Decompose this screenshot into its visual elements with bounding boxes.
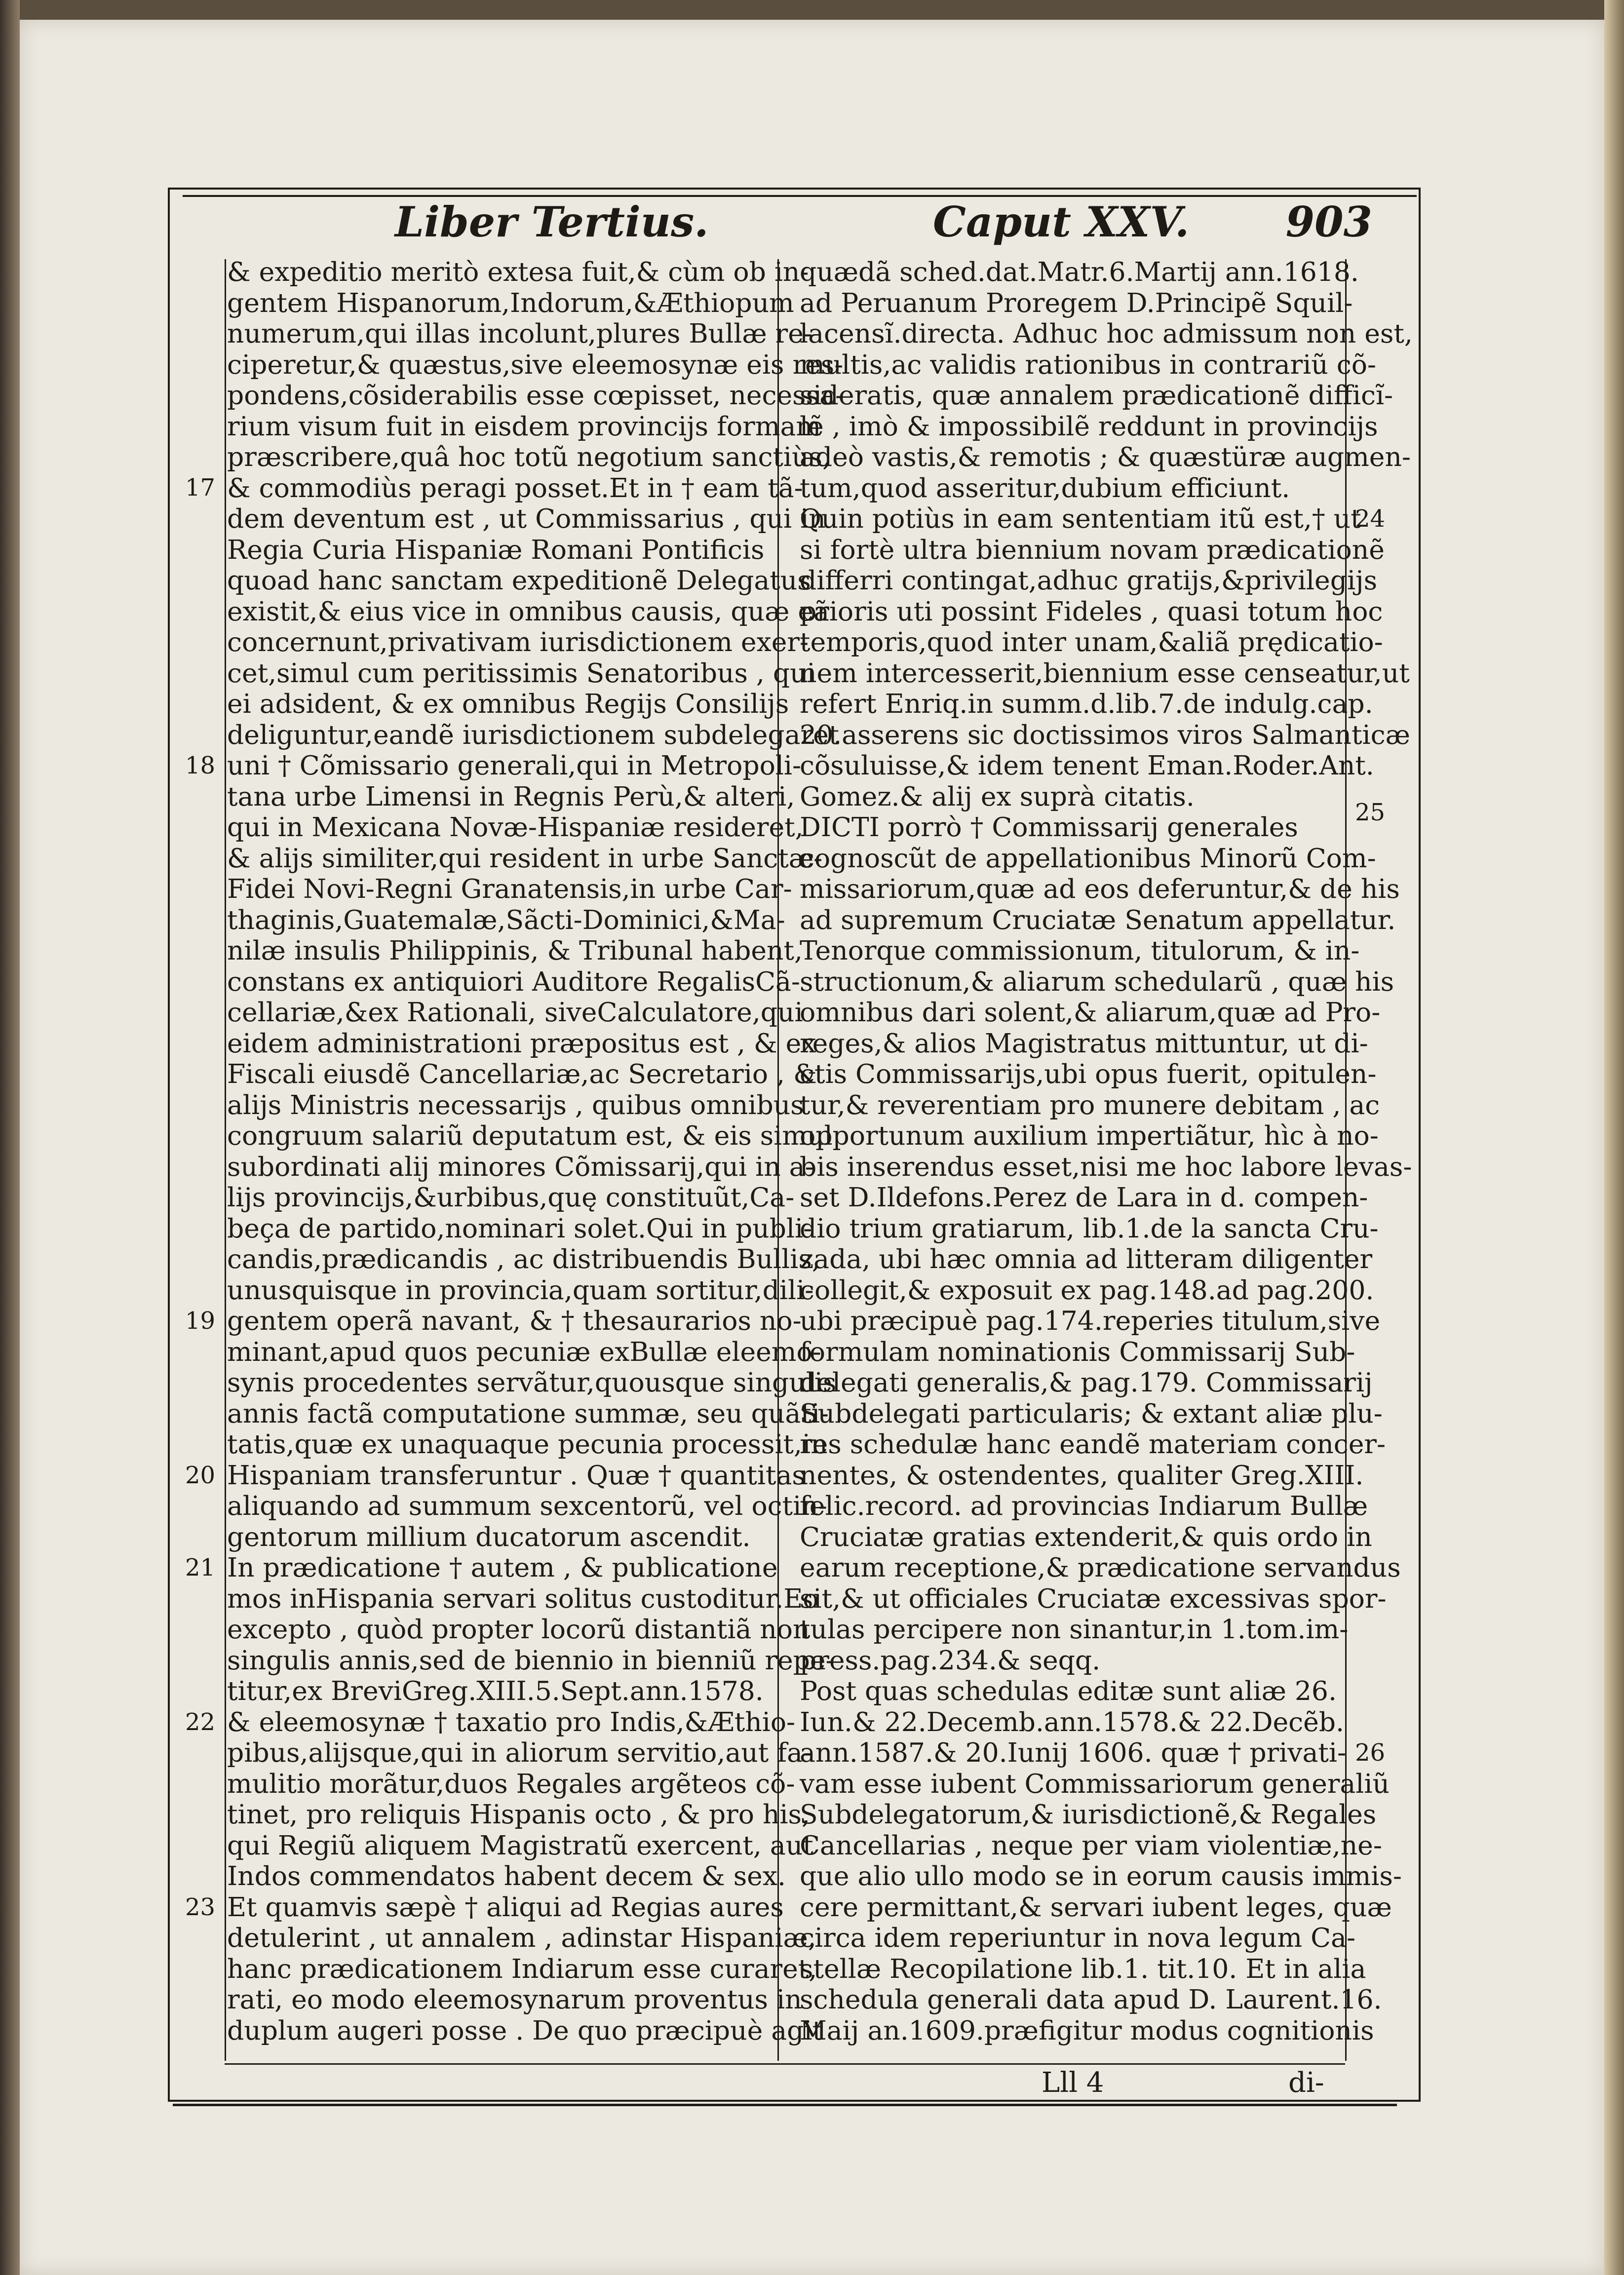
text-line: circa idem reperiuntur in nova legum Ca- bbox=[800, 1922, 1356, 1953]
text-line: nem intercesserit,biennium esse censeatur,ut bbox=[800, 657, 1410, 689]
text-line: titur,ex BreviGreg.XIII.5.Sept.ann.1578. bbox=[227, 1675, 764, 1706]
text-line: gentem Hispanorum,Indorum,&Æthiopum bbox=[227, 287, 794, 318]
text-line: beça de partido,nominari solet.Qui in publi- bbox=[227, 1212, 812, 1244]
text-line: ciperetur,& quæstus,sive eleemosynæ eis res- bbox=[227, 348, 844, 380]
text-line: temporis,quod inter unam,&aliã prędicatio- bbox=[800, 626, 1383, 657]
text-line: ubi præcipuè pag.174.reperies titulum,sive bbox=[800, 1305, 1381, 1336]
text-line: Fiscali eiusdẽ Cancellariæ,ac Secretario , & bbox=[227, 1058, 817, 1089]
text-line: nentes, & ostendentes, qualiter Greg.XIII. bbox=[800, 1459, 1364, 1491]
text-line: mulitio morãtur,duos Regales argẽteos cõ- bbox=[227, 1768, 795, 1799]
margin-number: 26 bbox=[1355, 1739, 1386, 1767]
text-line: cõsuluisse,& idem tenent Eman.Roder.Ant. bbox=[800, 750, 1374, 781]
text-line: synis procedentes servãtur,quousque singulis bbox=[227, 1367, 837, 1398]
left-column bbox=[227, 256, 845, 2068]
text-line: DICTI porrò † Commissarij generales bbox=[800, 811, 1298, 843]
text-line: Iun.& 22.Decemb.ann.1578.& 22.Decẽb. bbox=[800, 1706, 1345, 1737]
text-line: Fidei Novi-Regni Granatensis,in urbe Car- bbox=[227, 873, 792, 904]
text-line: congruum salariũ deputatum est, & eis simul bbox=[227, 1120, 833, 1151]
text-line: adeò vastis,& remotis ; & quæstüræ augmen- bbox=[800, 441, 1411, 472]
text-line: & eleemosynæ † taxatio pro Indis,&Æthio- bbox=[227, 1706, 796, 1737]
text-line: opportunum auxilium impertiãtur, hìc à no- bbox=[800, 1120, 1379, 1151]
text-line: rium visum fuit in eisdem provincijs formam bbox=[227, 410, 821, 442]
text-line: Et quamvis sæpè † aliqui ad Regias aures bbox=[227, 1891, 784, 1923]
text-line: ctis Commissarijs,ubi opus fuerit, opitulen- bbox=[800, 1058, 1377, 1089]
text-line: tinet, pro reliquis Hispanis octo , & pro his, bbox=[227, 1799, 810, 1830]
text-line: tur,& reverentiam pro munere debitam , ac bbox=[800, 1089, 1380, 1120]
text-line: Tenorque commissionum, titulorum, & in- bbox=[800, 935, 1360, 966]
text-line: concernunt,privativam iurisdictionem exer- bbox=[227, 626, 809, 657]
text-line: lẽ , imò & impossibilẽ reddunt in provincijs bbox=[800, 410, 1378, 442]
text-line: res schedulæ hanc eandẽ materiam concer- bbox=[800, 1428, 1386, 1460]
text-line: tum,quod asseritur,dubium efficiunt. bbox=[800, 472, 1290, 503]
text-line: excepto , quòd propter locorũ distantiã non bbox=[227, 1614, 810, 1645]
text-line: deliguntur,eandẽ iurisdictionem subdelegaret bbox=[227, 719, 840, 750]
text-line: lijs provincijs,&urbibus,quę constituũt,Ca- bbox=[227, 1182, 795, 1213]
text-line: Maij an.1609.præfigitur modus cognitionis bbox=[800, 2014, 1374, 2046]
text-line: ann.1587.& 20.Iunij 1606. quæ † privati- bbox=[800, 1737, 1347, 1768]
text-line: cellariæ,&ex Rationali, siveCalculatore,qui bbox=[227, 997, 803, 1028]
text-line: si fortè ultra biennium novam prædicationẽ bbox=[800, 534, 1385, 565]
text-line: constans ex antiquiori Auditore RegalisCã- bbox=[227, 965, 800, 997]
chapter-title: Caput XXV. bbox=[933, 197, 1190, 246]
text-line: annis factã computatione summæ, seu quãti- bbox=[227, 1397, 829, 1429]
text-line: Hispaniam transferuntur . Quæ † quantitas bbox=[227, 1459, 806, 1491]
margin-number: 24 bbox=[1355, 505, 1386, 533]
text-line: qui Regiũ aliquem Magistratũ exercent, aut bbox=[227, 1829, 813, 1861]
margin-number: 17 bbox=[185, 474, 216, 501]
text-line: tatis,quæ ex unaquaque pecunia processit,in bbox=[227, 1428, 828, 1460]
text-line: tana urbe Limensi in Regnis Perù,& alteri, bbox=[227, 780, 795, 812]
margin-number: 19 bbox=[185, 1307, 216, 1335]
text-line: Subdelegati particularis; & extant aliæ plu- bbox=[800, 1397, 1383, 1429]
text-line: tulas percipere non sinantur,in 1.tom.im- bbox=[800, 1614, 1349, 1645]
text-line: gentorum millium ducatorum ascendit. bbox=[227, 1521, 751, 1552]
text-line: eidem administrationi præpositus est , & ex bbox=[227, 1027, 816, 1059]
text-line: vam esse iubent Commissariorum generaliũ bbox=[800, 1768, 1390, 1799]
text-line: Cruciatæ gratias extenderit,& quis ordo in bbox=[800, 1521, 1372, 1552]
text-line: delegati generalis,& pag.179. Commissarij bbox=[800, 1367, 1373, 1398]
text-line: earum receptione,& prædicatione servandus bbox=[800, 1552, 1401, 1583]
text-line: detulerint , ut annalem , adinstar Hispaniæ, bbox=[227, 1922, 816, 1953]
text-line: Subdelegatorum,& iurisdictionẽ,& Regales bbox=[800, 1799, 1377, 1830]
text-line: dem deventum est , ut Commissarius , qui in bbox=[227, 503, 826, 534]
text-line: refert Enriq.in summ.d.lib.7.de indulg.cap. bbox=[800, 688, 1373, 719]
text-line: Regia Curia Hispaniæ Romani Pontificis bbox=[227, 534, 765, 565]
text-line: cere permittant,& servari iubent leges, quæ bbox=[800, 1891, 1392, 1923]
text-line: prioris uti possint Fideles , quasi totum hoc bbox=[800, 595, 1383, 627]
text-line: differri contingat,adhuc gratijs,&privilegijs bbox=[800, 565, 1378, 596]
text-line: felic.record. ad provincias Indiarum Bullæ bbox=[800, 1490, 1368, 1521]
text-line: uni † Cõmissario generali,qui in Metropoli- bbox=[227, 750, 802, 781]
text-line: duplum augeri posse . De quo præcipuè agit bbox=[227, 2014, 823, 2046]
text-line: zada, ubi hæc omnia ad litteram diligenter bbox=[800, 1243, 1373, 1274]
signature-mark: Lll 4 bbox=[1042, 2067, 1104, 2099]
text-line: schedula generali data apud D. Laurent.16. bbox=[800, 1984, 1382, 2015]
margin-number: 23 bbox=[185, 1893, 216, 1921]
margin-number: 25 bbox=[1355, 799, 1386, 826]
text-line: press.pag.234.& seqq. bbox=[800, 1644, 1101, 1676]
page-edge bbox=[1604, 0, 1624, 2275]
text-line: bis inserendus esset,nisi me hoc labore levas- bbox=[800, 1151, 1412, 1182]
text-line: cet,simul cum peritissimis Senatoribus , qui bbox=[227, 657, 815, 689]
page-number: 903 bbox=[1285, 197, 1372, 246]
text-line: præscribere,quâ hoc totũ negotium sanctiùs, bbox=[227, 441, 831, 472]
text-line: qui in Mexicana Novæ-Hispaniæ resideret, bbox=[227, 811, 804, 843]
column-rule-left bbox=[225, 259, 226, 2061]
text-line: sideratis, quæ annalem prædicationẽ difficĩ- bbox=[800, 380, 1393, 411]
text-line: rati, eo modo eleemosynarum proventus in bbox=[227, 1984, 802, 2015]
text-line: ei adsident, & ex omnibus Regijs Consilijs bbox=[227, 688, 789, 719]
text-line: minant,apud quos pecuniæ exBullæ eleemo- bbox=[227, 1336, 821, 1367]
text-line: & alijs similiter,qui resident in urbe Sanctæ- bbox=[227, 842, 823, 874]
text-line: lacensĩ.directa. Adhuc hoc admissum non est, bbox=[800, 318, 1413, 349]
text-line: & commodiùs peragi posset.Et in † eam tã- bbox=[227, 472, 803, 503]
text-line: quoad hanc sanctam expeditionẽ Delegatus bbox=[227, 565, 811, 596]
text-line: collegit,& exposuit ex pag.148.ad pag.200. bbox=[800, 1274, 1374, 1306]
text-line: Indos commendatos habent decem & sex. bbox=[227, 1860, 786, 1891]
text-line: & expeditio meritò extesa fuit,& cùm ob in- bbox=[227, 256, 809, 287]
frame-top-rule bbox=[183, 195, 1417, 197]
text-line: reges,& alios Magistratus mittuntur, ut di- bbox=[800, 1027, 1368, 1059]
text-line: 20.asserens sic doctissimos viros Salmanticæ bbox=[800, 719, 1410, 750]
running-header bbox=[178, 197, 1412, 252]
text-line: numerum,qui illas incolunt,plures Bullæ re- bbox=[227, 318, 812, 349]
text-line: stellæ Recopilatione lib.1. tit.10. Et in alia bbox=[800, 1953, 1366, 1984]
book-title: Liber Tertius. bbox=[395, 197, 709, 246]
catchword: di- bbox=[1288, 2067, 1324, 2099]
text-line: Quin potiùs in eam sententiam itũ est,† ut bbox=[800, 503, 1361, 534]
text-line: Gomez.& alij ex suprà citatis. bbox=[800, 780, 1195, 812]
text-line: formulam nominationis Commissarij Sub- bbox=[800, 1336, 1355, 1367]
binding-gutter bbox=[0, 0, 20, 2275]
text-line: mos inHispania servari solitus custoditur.Eo bbox=[227, 1582, 819, 1614]
text-line: ad Peruanum Proregem D.Principẽ Squil- bbox=[800, 287, 1353, 318]
bottom-rule bbox=[173, 2104, 1397, 2106]
text-line: quædã sched.dat.Matr.6.Martij ann.1618. bbox=[800, 256, 1359, 287]
text-line: dio trium gratiarum, lib.1.de la sancta Cru- bbox=[800, 1212, 1379, 1244]
text-line: gentem operã navant, & † thesaurarios no- bbox=[227, 1305, 802, 1336]
text-line: singulis annis,sed de biennio in bienniũ repe- bbox=[227, 1644, 835, 1676]
text-line: missariorum,quæ ad eos deferuntur,& de his bbox=[800, 873, 1400, 904]
text-line: multis,ac validis rationibus in contrariũ cõ- bbox=[800, 348, 1376, 380]
text-line: pondens,cõsiderabilis esse cœpisset, necessa- bbox=[227, 380, 845, 411]
text-line: thaginis,Guatemalæ,Sãcti-Dominici,&Ma- bbox=[227, 904, 785, 935]
text-line: set D.Ildefons.Perez de Lara in d. compen- bbox=[800, 1182, 1368, 1213]
text-line: ad supremum Cruciatæ Senatum appellatur. bbox=[800, 904, 1396, 935]
text-line: candis,prædicandis , ac distribuendis Bullis, bbox=[227, 1243, 820, 1274]
margin-number: 18 bbox=[185, 752, 216, 779]
text-line: Cancellarias , neque per viam violentiæ,ne- bbox=[800, 1829, 1382, 1861]
text-line: sit,& ut officiales Cruciatæ excessivas spor- bbox=[800, 1582, 1387, 1614]
text-line: alijs Ministris necessarijs , quibus omnibus bbox=[227, 1089, 804, 1120]
text-line: aliquando ad summum sexcentorũ, vel octin- bbox=[227, 1490, 827, 1521]
text-line: nilæ insulis Philippinis, & Tribunal habent, bbox=[227, 935, 803, 966]
text-line: pibus,alijsque,qui in aliorum servitio,aut fa- bbox=[227, 1737, 812, 1768]
text-line: existit,& eius vice in omnibus causis, quæ eã bbox=[227, 595, 829, 627]
text-line: structionum,& aliarum schedularũ , quæ his bbox=[800, 965, 1394, 997]
margin-number: 21 bbox=[185, 1554, 216, 1581]
text-line: In prædicatione † autem , & publicatione bbox=[227, 1552, 778, 1583]
text-line: que alio ullo modo se in eorum causis immis- bbox=[800, 1860, 1402, 1891]
text-line: unusquisque in provincia,quam sortitur,dili- bbox=[227, 1274, 814, 1306]
text-line: cognoscũt de appellationibus Minorũ Com- bbox=[800, 842, 1376, 874]
text-line: subordinati alij minores Cõmissarij,qui in a- bbox=[227, 1151, 814, 1182]
margin-number: 22 bbox=[185, 1708, 216, 1736]
text-line: hanc prædicationem Indiarum esse curaret, bbox=[227, 1953, 817, 1984]
text-line: omnibus dari solent,& aliarum,quæ ad Pro- bbox=[800, 997, 1381, 1028]
text-line: Post quas schedulas editæ sunt aliæ 26. bbox=[800, 1675, 1337, 1706]
margin-number: 20 bbox=[185, 1462, 216, 1489]
